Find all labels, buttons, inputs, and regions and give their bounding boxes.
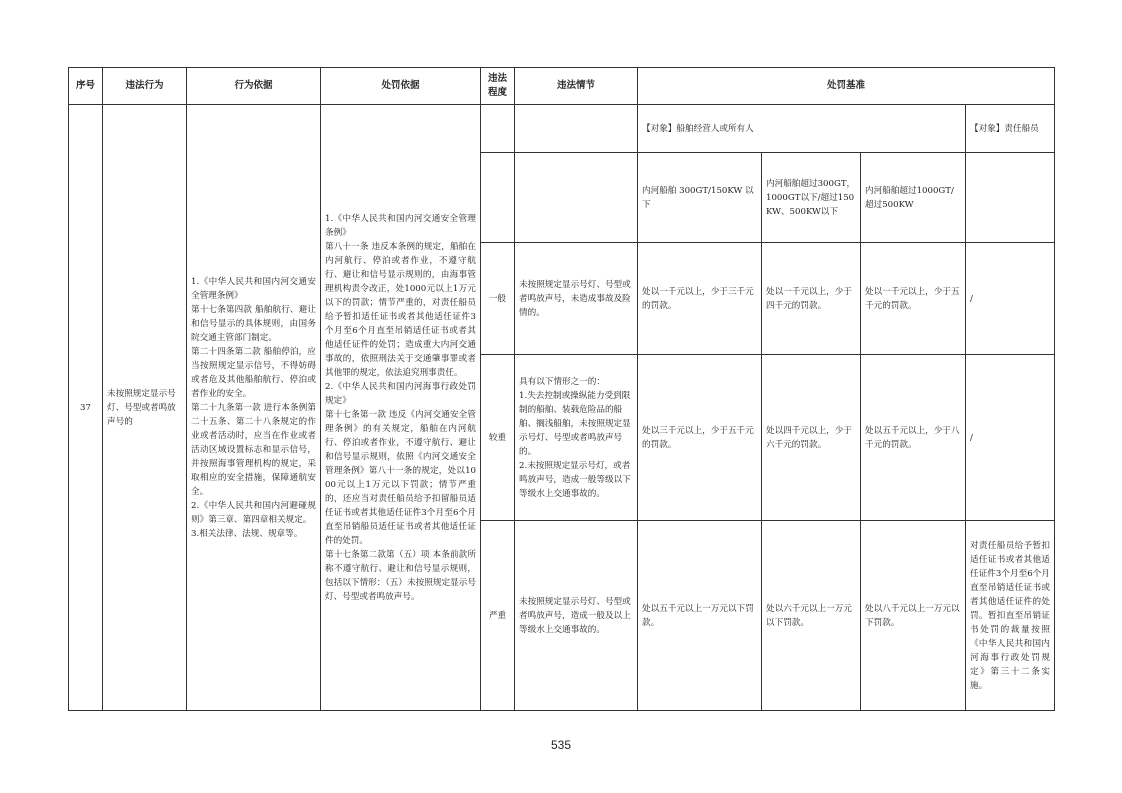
level-degree: 一般: [481, 243, 515, 355]
header-row: [69, 68, 1055, 105]
header-circumstance: 违法情节: [515, 68, 638, 105]
level-penalty-large: 处以五千元以上，少于八千元的罚款。: [861, 355, 966, 521]
header-act-basis: 行为依据: [187, 68, 321, 105]
page-number: 535: [550, 738, 572, 752]
level-penalty-medium: 处以一千元以上，少于四千元的罚款。: [762, 243, 861, 355]
level-penalty-large: 处以八千元以上一万元以下罚款。: [861, 521, 966, 711]
tonnage-large: 内河船舶超过1000GT/超过500KW: [861, 153, 966, 243]
level-penalty-crew: /: [966, 355, 1055, 521]
header-seq: 序号: [69, 68, 103, 105]
target-crew: 【对象】责任船员: [966, 105, 1055, 153]
empty-cell: [481, 105, 515, 153]
level-penalty-small: 处以一千元以上，少于三千元的罚款。: [638, 243, 762, 355]
target-row: [69, 105, 1055, 153]
penalty-standard-table: [68, 67, 1055, 711]
level-penalty-crew: /: [966, 243, 1055, 355]
level-degree: 严重: [481, 521, 515, 711]
empty-cell: [515, 153, 638, 243]
level-penalty-small: 处以三千元以上，少于五千元的罚款。: [638, 355, 762, 521]
target-owner: 【对象】船舶经营人或所有人: [638, 105, 966, 153]
header-penalty-basis: 处罚依据: [321, 68, 481, 105]
level-circumstance: 具有以下情形之一的： 1.失去控制或操纵能力受到限制的船舶、装载危险品的船舶、搁浅船舶，未按照规定显示号灯、号型或者鸣放声号的。 2.未按照规定显示号灯，或者鸣放声号，造成一般等级以下等级水上交通事故的。: [515, 355, 638, 521]
tonnage-small: 内河船舶 300GT/150KW 以下: [638, 153, 762, 243]
level-circumstance: 未按照规定显示号灯、号型或者鸣放声号，造成一般及以上等级水上交通事故的。: [515, 521, 638, 711]
tonnage-medium: 内河船舶超过300GT，1000GT以下/超过150KW、500KW以下: [762, 153, 861, 243]
header-standard: 处罚基准: [638, 68, 1055, 105]
level-degree: 较重: [481, 355, 515, 521]
header-violation: 违法行为: [103, 68, 187, 105]
entry-penalty-basis: 1.《中华人民共和国内河交通安全管理条例》 第八十一条 违反本条例的规定，船舶在内河航行、停泊或者作业，不遵守航行、避让和信号显示规则的，由海事管理机构责令改正，处1000元以上1万元以下的罚款；情节严重的，对责任船员给予暂扣适任证书或者其他适任证件3个月至6个月直至吊销适任证书或者其他适任证件的处罚；造成重大内河交通事故的，依照刑法关于交通肇事罪或者其他罪的规定，依法追究刑事责任。 2.《中华人民共和国内河海事行政处罚规定》 第十七条第一款 违反《内河交通安全管理条例》的有关规定，船舶在内河航行、停泊或者作业，不遵守航行、避让和信号显示规则，依照《内河交通安全管理条例》第八十一条的规定，处以1000元以上1万元以下罚款；情节严重的，还应当对责任船员给予扣留船员适任证书或者其他适任证件3个月至6个月直至吊销船员适任证书或者其他适任证件的处罚。 第十七条第二款第（五）项 本条前款所称不遵守航行、避让和信号显示规则，包括以下情形：（五）未按照规定显示号灯、号型或者鸣放声号。: [321, 105, 481, 711]
level-penalty-medium: 处以四千元以上，少于六千元的罚款。: [762, 355, 861, 521]
empty-cell: [515, 105, 638, 153]
empty-cell: [966, 153, 1055, 243]
level-circumstance: 未按照规定显示号灯、号型或者鸣放声号，未造成事故及险情的。: [515, 243, 638, 355]
level-penalty-crew: 对责任船员给予暂扣适任证书或者其他适任证件3个月至6个月直至吊销适任证书或者其他适任证件的处罚。暂扣直至吊销证书处罚的裁量按照《中华人民共和国内河海事行政处罚规定》第三十二条实施。: [966, 521, 1055, 711]
empty-cell: [481, 153, 515, 243]
level-penalty-large: 处以一千元以上，少于五千元的罚款。: [861, 243, 966, 355]
entry-seq: 37: [69, 105, 103, 711]
header-degree: 违法 程度: [481, 68, 515, 105]
level-penalty-medium: 处以六千元以上一万元以下罚款。: [762, 521, 861, 711]
entry-act-basis: 1.《中华人民共和国内河交通安全管理条例》 第十七条第四款 船舶航行、避让和信号显示的具体规则，由国务院交通主管部门制定。 第二十四条第二款 船舶停泊，应当按照规定显示信号，不得妨碍或者危及其他船舶航行、停泊或者作业的安全。 第二十九条第一款 进行本条例第二十五条、第二十八条规定的作业或者活动时，应当在作业或者活动区域设置标志和显示信号，并按照海事管理机构的规定，采取相应的安全措施，保障通航安全。 2.《中华人民共和国内河避碰规则》第三章、第四章相关规定。 3.相关法律、法规、规章等。: [187, 105, 321, 711]
entry-violation: 未按照规定显示号灯、号型或者鸣放声号的: [103, 105, 187, 711]
level-penalty-small: 处以五千元以上一万元以下罚款。: [638, 521, 762, 711]
